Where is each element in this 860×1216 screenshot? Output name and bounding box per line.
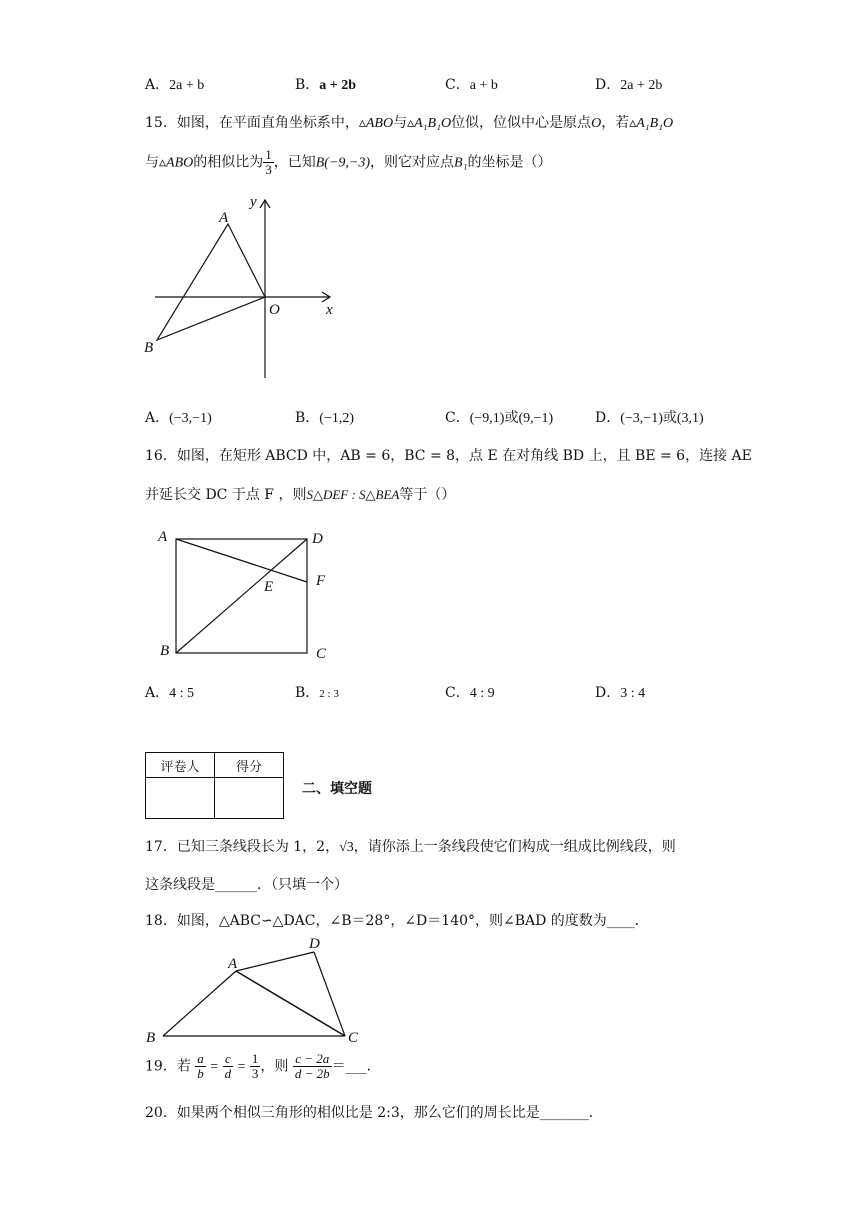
option-label: D．	[595, 685, 621, 701]
q15-figure	[140, 190, 350, 385]
option-label: C．	[445, 77, 470, 93]
numerator: c	[223, 1052, 234, 1067]
option-value: 4 : 9	[469, 686, 495, 701]
option-value: (−1,2)	[319, 411, 355, 426]
label-c: C	[316, 646, 327, 662]
grader-cell	[146, 778, 215, 819]
option-label: B．	[295, 410, 320, 426]
score-table	[145, 752, 284, 819]
q19-fraction-1-3	[250, 1052, 261, 1081]
equals-sign: =	[210, 1059, 219, 1075]
option-label: B．	[295, 77, 320, 93]
option-value: (−3,−1)或(3,1)	[620, 411, 704, 426]
option-value: (−9,1)或(9,−1)	[469, 411, 554, 426]
q16-option-c	[445, 682, 495, 702]
q16-line2	[145, 484, 455, 504]
q16-line1: 16．如图，在矩形 ABCD 中，AB = 6，BC = 8，点 E 在对角线 BD 上，且 BE = 6，连接 AE	[145, 448, 752, 464]
q17-text: ，请你添上一条线段使它们构成一组成比例线段，则	[353, 839, 676, 855]
label-b: B	[144, 340, 154, 356]
option-label: A．	[145, 77, 170, 93]
q14-option-c	[445, 74, 498, 94]
option-label: A．	[145, 410, 170, 426]
q16-text: 并延长交 DC 于点 F ，则	[145, 487, 307, 503]
label-c: C	[348, 1030, 359, 1045]
q15-option-a	[145, 407, 212, 427]
q15-point-b1: B₁	[454, 155, 468, 171]
segment-ba	[163, 971, 236, 1036]
q15-text: 与	[393, 115, 408, 131]
numerator: c − 2a	[293, 1052, 332, 1067]
option-value: 4 : 5	[169, 686, 195, 701]
q15-point-b: B(−9,−3)	[315, 155, 371, 171]
q15-text: 15．如图，在平面直角坐标系中，	[145, 115, 359, 131]
q14-option-b	[295, 74, 356, 94]
q19-text: 19．若	[145, 1058, 191, 1075]
label-x: x	[326, 302, 333, 318]
option-value: 2a + 2b	[620, 78, 663, 93]
denominator: 3	[265, 162, 272, 177]
q15-triangle: ▵ABO	[159, 155, 194, 171]
q16-text: 等于（）	[399, 487, 456, 503]
q15-origin: O	[591, 116, 602, 131]
q15-text: 与	[145, 154, 159, 171]
denominator: 3	[251, 1066, 259, 1081]
segment-dc	[314, 952, 345, 1036]
option-label: C．	[445, 410, 470, 426]
label-f: F	[316, 573, 326, 589]
label-y: y	[250, 194, 257, 210]
denominator: b	[197, 1066, 204, 1081]
option-label: D．	[595, 77, 621, 93]
q16-figure	[150, 522, 350, 667]
option-label: A．	[145, 685, 170, 701]
label-o: O	[269, 302, 280, 318]
q19-line	[145, 1052, 381, 1081]
option-label: D．	[595, 410, 621, 426]
segment-ac	[236, 971, 345, 1036]
grader-header: 评卷人	[146, 753, 215, 778]
q15-option-c	[445, 407, 553, 427]
label-b: B	[160, 643, 170, 659]
q19-text: ＝___．	[331, 1058, 381, 1075]
q15-line1	[145, 112, 673, 132]
option-value: (−3,−1)	[169, 411, 212, 426]
denominator: d − 2b	[294, 1066, 330, 1081]
label-b: B	[146, 1030, 156, 1045]
option-value: 2 : 3	[319, 688, 339, 700]
q15-line2	[145, 148, 551, 177]
numerator: 1	[265, 147, 272, 162]
q17-text: 17．已知三条线段长为 1，2，	[145, 839, 340, 855]
label-d: D	[312, 531, 323, 547]
option-value: a + 2b	[319, 78, 357, 93]
q18-figure	[140, 930, 370, 1045]
label-d: D	[309, 936, 320, 952]
score-cell	[215, 778, 284, 819]
option-value: a + b	[469, 78, 498, 93]
segment-ad	[236, 952, 314, 971]
q15-option-d	[595, 407, 704, 427]
q15-text: ，已知	[273, 154, 316, 171]
label-a: A	[228, 956, 238, 972]
q15-ratio-fraction	[263, 148, 274, 177]
q19-text: ，则	[260, 1058, 289, 1075]
denominator: d	[224, 1066, 232, 1081]
q15-option-b	[295, 407, 354, 427]
q17-sqrt: √3	[339, 840, 354, 855]
numerator: 1	[251, 1051, 259, 1066]
triangle-abo	[157, 224, 265, 340]
q15-text: 的坐标是（）	[467, 154, 552, 171]
numerator: a	[197, 1051, 204, 1066]
q14-option-d	[595, 74, 662, 94]
q15-text: 位似，位似中心是原点	[451, 115, 592, 131]
q14-option-a	[145, 74, 204, 94]
label-a: A	[219, 210, 229, 226]
q16-option-b	[295, 682, 339, 702]
option-label: C．	[445, 685, 470, 701]
q15-text: ，则它对应点	[370, 154, 455, 171]
q15-text: 的相似比为	[193, 154, 264, 171]
q15-triangle: ▵A₁B₁O	[629, 116, 674, 131]
section-title: 二、填空题	[302, 781, 372, 797]
option-value: 3 : 4	[620, 686, 646, 701]
equals-sign: =	[237, 1059, 246, 1075]
segment-af	[176, 539, 307, 582]
q19-fraction-expression	[293, 1052, 332, 1081]
q15-triangle: ▵A₁B₁O	[407, 116, 452, 131]
option-label: B．	[295, 685, 320, 701]
score-header: 得分	[215, 753, 284, 778]
q19-fraction-c-d	[223, 1052, 234, 1081]
label-a: A	[158, 529, 168, 545]
option-value: 2a + b	[169, 78, 205, 93]
label-e: E	[264, 579, 274, 595]
q16-area-ratio: S△DEF : S△BEA	[306, 487, 400, 502]
q17-line2: 这条线段是______．（只填一个）	[145, 877, 348, 893]
q16-option-d	[595, 682, 645, 702]
q19-fraction-a-b	[195, 1052, 206, 1081]
q17-line1	[145, 836, 676, 856]
q18-line1: 18．如图，△ABC∽△DAC，∠B＝28°，∠D＝140°，则∠BAD 的度数为____．	[145, 913, 649, 929]
q16-option-a	[145, 682, 194, 702]
diagonal-bd	[176, 539, 307, 653]
q15-triangle: ▵ABO	[358, 116, 394, 131]
q20-line: 20．如果两个相似三角形的相似比是 2:3，那么它们的周长比是_______．	[145, 1105, 603, 1121]
q15-text: ，若	[601, 115, 630, 131]
